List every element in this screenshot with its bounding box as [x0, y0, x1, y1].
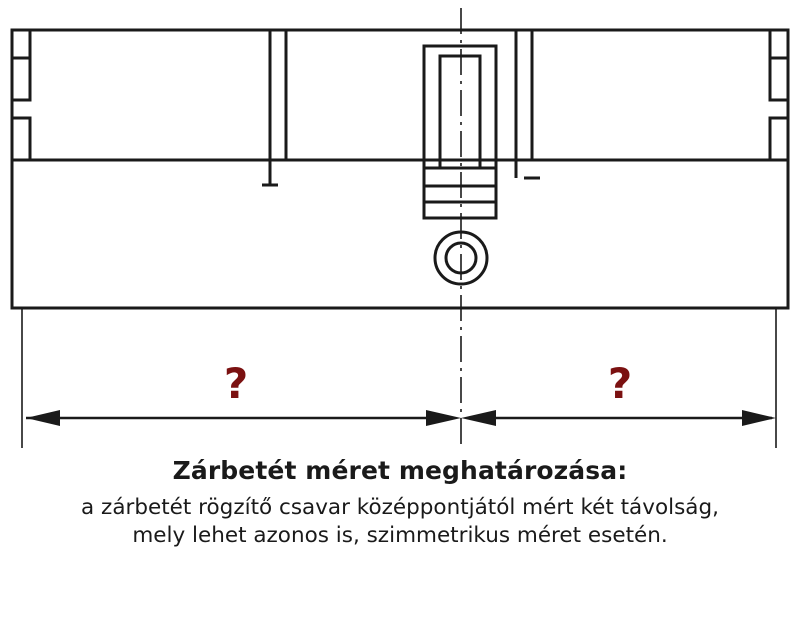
right-profile-lines	[516, 30, 540, 178]
right-dimension-line	[461, 410, 776, 426]
left-profile-lines	[262, 30, 286, 185]
caption-title: Zárbetét méret meghatározása:	[172, 456, 628, 485]
caption-block	[0, 455, 800, 550]
caption-line-2: mely lehet azonos is, szimmetrikus méret esetén.	[132, 523, 668, 549]
cylinder-body-outline	[12, 30, 788, 308]
cam-housing	[424, 46, 496, 218]
caption-line-1: a zárbetét rögzítő csavar középpontjától mért két távolság,	[81, 495, 719, 521]
right-dimension-label: ?	[607, 359, 633, 408]
left-dimension-label: ?	[223, 359, 249, 408]
dimension-extension-lines	[22, 308, 776, 448]
caption-body	[0, 494, 800, 550]
right-end-cap	[770, 30, 788, 160]
left-dimension-line	[26, 410, 461, 426]
left-end-cap	[12, 30, 30, 160]
